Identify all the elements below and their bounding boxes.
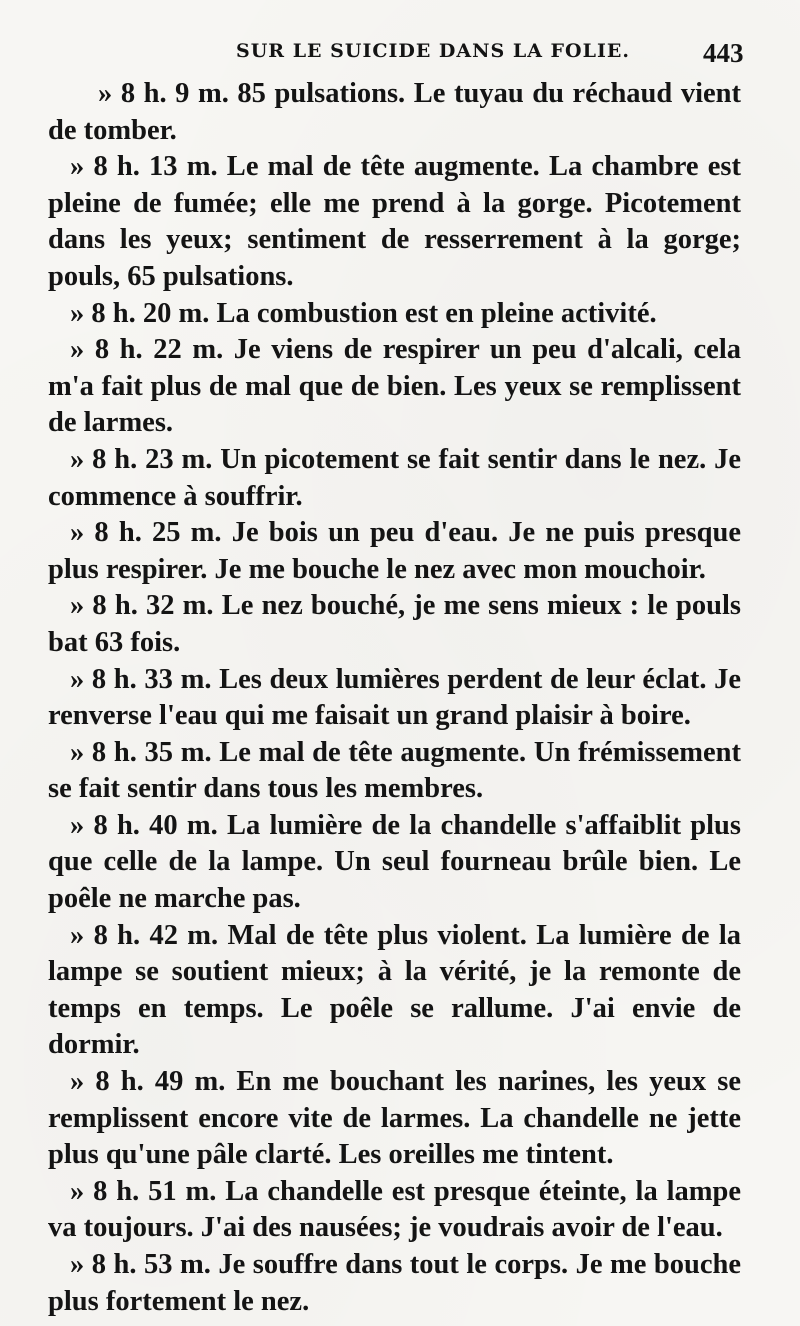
paragraph: » 8 h. 53 m. Je souffre dans tout le corps. Je me bouche plus fortement le nez.	[48, 1249, 741, 1317]
page-header	[0, 36, 800, 76]
paragraph: » 8 h. 35 m. Le mal de tête augmente. Un frémissement se fait sentir dans tous les membres.	[48, 736, 741, 805]
paragraph: » 8 h. 9 m. 85 pulsations. Le tuyau du réchaud vient de tomber.	[48, 78, 741, 146]
paragraph: » 8 h. 51 m. La chandelle est presque éteinte, la lampe va toujours. J'ai des nausées; je voudrais avoir de l'eau.	[48, 1175, 741, 1244]
body-text	[48, 76, 741, 1320]
paragraph: » 8 h. 40 m. La lumière de la chandelle s'affaiblit plus que celle de la lampe. Un seul fourneau brûle bien. Le poêle ne marche pas.	[48, 809, 741, 915]
paragraph: » 8 h. 33 m. Les deux lumières perdent de leur éclat. Je renverse l'eau qui me faisait un grand plaisir à boire.	[48, 663, 741, 732]
paragraph: » 8 h. 25 m. Je bois un peu d'eau. Je ne puis presque plus respirer. Je me bouche le nez avec mon mouchoir.	[48, 517, 741, 585]
paragraph: » 8 h. 22 m. Je viens de respirer un peu d'alcali, cela m'a fait plus de mal que de bien. Les yeux se remplissent de larmes.	[48, 334, 741, 439]
paragraph: » 8 h. 42 m. Mal de tête plus violent. La lumière de la lampe se soutient mieux; à la vérité, je la remonte de temps en temps. Le poêle se rallume. J'ai envie de dormir.	[48, 919, 741, 1061]
paragraph: » 8 h. 13 m. Le mal de tête augmente. La chambre est pleine de fumée; elle me prend à la gorge. Picotement dans les yeux; sentiment de resserrement à la gorge; pouls, 65 pulsations.	[48, 151, 741, 292]
paragraph: » 8 h. 49 m. En me bouchant les narines, les yeux se remplissent encore vite de larmes. La chandelle ne jette plus qu'une pâle clarté. Les oreilles me tintent.	[48, 1066, 741, 1171]
paragraph: » 8 h. 32 m. Le nez bouché, je me sens mieux : le pouls bat 63 fois.	[48, 590, 741, 658]
paragraph: » 8 h. 23 m. Un picotement se fait sentir dans le nez. Je commence à souffrir.	[48, 443, 741, 512]
paragraph: » 8 h. 20 m. La combustion est en pleine activité.	[70, 297, 657, 329]
running-title: SUR LE SUICIDE DANS LA FOLIE.	[236, 40, 630, 62]
page-number: 443	[703, 38, 744, 68]
